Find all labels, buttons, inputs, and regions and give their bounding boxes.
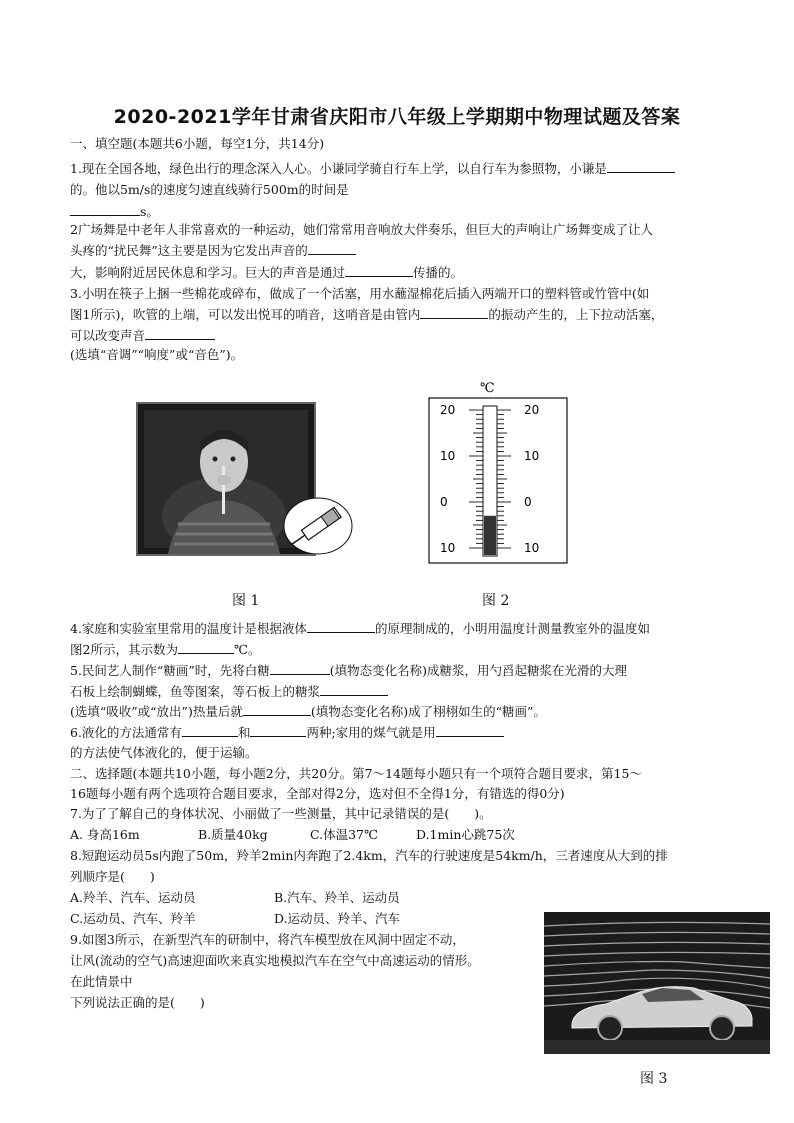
q7-option-c[interactable]: C.体温37℃ bbox=[310, 827, 378, 842]
answer-blank[interactable] bbox=[243, 703, 311, 716]
q1-line2: 的。他以5m/s的速度匀速直线骑行500m的时间是 bbox=[70, 182, 349, 197]
page-title: 2020-2021学年甘肃省庆阳市八年级上学期期中物理试题及答案 bbox=[113, 106, 681, 128]
thermometer-tick-label-left: 20 bbox=[440, 403, 456, 417]
answer-blank[interactable] bbox=[607, 160, 675, 173]
q8-stem-line1: 8.短跑运动员5s内跑了50m，羚羊2min内奔跑了2.4km，汽车的行驶速度是54km/h，三者速度从大到的排 bbox=[70, 848, 668, 863]
q3-line1: 3.小明在筷子上捆一些棉花或碎布，做成了一个活塞，用水蘸湿棉花后插入两端开口的塑料管或竹管中(如 bbox=[70, 286, 650, 301]
q1-line3: s。 bbox=[70, 203, 159, 220]
thermometer-tick-label-left: 10 bbox=[440, 449, 456, 463]
q8-option-c[interactable]: C.运动员、汽车、羚羊 bbox=[70, 911, 196, 926]
q2-line1: 2广场舞是中老年人非常喜欢的一种运动，她们常常用音响放大伴奏乐，但巨大的声响让广场舞变成了让人 bbox=[70, 222, 653, 237]
answer-blank[interactable] bbox=[70, 203, 140, 216]
thermometer-tick-label-left: 0 bbox=[440, 495, 448, 509]
figure-1-caption: 图 1 bbox=[232, 593, 260, 609]
answer-blank[interactable] bbox=[420, 306, 488, 319]
q7-option-a[interactable]: A. 身高16m bbox=[70, 827, 140, 842]
figure-3-caption: 图 3 bbox=[640, 1071, 668, 1087]
q5-line3: (选填“吸收”或“放出”)热量后就 (填物态变化名称)成了栩栩如生的“糖画”。 bbox=[70, 704, 546, 719]
section2-heading-line2: 16题每小题有两个选项符合题目要求，全部对得2分，选对但不全得1分，有错选的得0分) bbox=[70, 786, 565, 801]
q9-line1: 9.如图3所示，在新型汽车的研制中，将汽车模型放在风洞中固定不动， bbox=[70, 932, 465, 947]
answer-blank[interactable] bbox=[182, 724, 238, 737]
thermometer-tick-label-left: 10 bbox=[440, 541, 456, 555]
q8-stem-line2: 列顺序是( ) bbox=[70, 869, 155, 884]
answer-blank[interactable] bbox=[178, 641, 234, 654]
answer-blank[interactable] bbox=[436, 724, 504, 737]
thermometer-liquid-column bbox=[484, 516, 496, 555]
answer-blank[interactable] bbox=[270, 662, 330, 675]
thermometer-tick-label-right: 10 bbox=[524, 541, 540, 555]
q5-line1: 5.民间艺人制作“糖画”时，先将白糖 (填物态变化名称)成糖浆，用勺舀起糖浆在光滑的大理 bbox=[70, 663, 627, 678]
thermometer-diagram bbox=[428, 378, 568, 564]
answer-blank[interactable] bbox=[307, 620, 375, 633]
q8-option-d[interactable]: D.运动员、羚羊、汽车 bbox=[274, 911, 401, 926]
figure-1-inset-tube bbox=[282, 496, 354, 556]
section2-heading-line1: 二、选择题(本题共10小题，每小题2分，共20分。第7～14题每小题只有一个项符合题目要求，第15～ bbox=[70, 766, 642, 781]
q9-line4: 下列说法正确的是( ) bbox=[70, 995, 205, 1010]
figure-2-thermometer bbox=[428, 378, 568, 564]
figure-2-caption: 图 2 bbox=[482, 593, 510, 609]
tube-piston-icon bbox=[282, 496, 354, 556]
answer-blank[interactable] bbox=[320, 683, 388, 696]
q9-line3: 在此情景中 bbox=[70, 974, 133, 989]
q2-line2: 头疼的“扰民舞”这主要是因为它发出声音的 bbox=[70, 242, 356, 259]
q1-line1: 1.现在全国各地，绿色出行的理念深入人心。小谦同学骑自行车上学，以自行车为参照物，小谦是 bbox=[70, 160, 675, 177]
q7-stem: 7.为了了解自己的身体状况、小丽做了一些测量，其中记录错误的是( )。 bbox=[70, 806, 492, 821]
q4-line2: 图2所示，其示数为 ℃。 bbox=[70, 642, 261, 657]
q2-line3: 大，影响附近居民休息和学习。巨大的声音是通过 传播的。 bbox=[70, 265, 464, 280]
q3-line2: 图1所示)，吹管的上端，可以发出悦耳的哨音，这哨音是由管内 的振动产生的，上下拉动活塞， bbox=[70, 307, 664, 322]
q6-line1: 6.液化的方法通常有 和 两种;家用的煤气就是用 bbox=[70, 724, 504, 741]
thermometer-tick-label-right: 10 bbox=[524, 449, 540, 463]
answer-blank[interactable] bbox=[308, 242, 356, 255]
answer-blank[interactable] bbox=[145, 327, 215, 340]
answer-blank[interactable] bbox=[250, 724, 306, 737]
q3-line4: (选填“音调”“响度”或“音色”)。 bbox=[70, 347, 244, 362]
thermometer-tick-label-right: 20 bbox=[524, 403, 540, 417]
q5-line2: 石板上绘制蝴蝶，鱼等图案，等石板上的糖浆 bbox=[70, 683, 388, 700]
answer-blank[interactable] bbox=[345, 264, 413, 277]
q8-option-b[interactable]: B.汽车、羚羊、运动员 bbox=[274, 890, 400, 905]
section1-heading: 一、填空题(本题共6小题，每空1分，共14分) bbox=[70, 136, 325, 151]
thermometer-tick-label-right: 0 bbox=[524, 495, 532, 509]
q7-option-b[interactable]: B.质量40kg bbox=[198, 827, 268, 842]
wind-tunnel-car-image bbox=[544, 912, 770, 1054]
q3-line3: 可以改变声音 bbox=[70, 327, 215, 344]
thermometer-unit: ℃ bbox=[480, 381, 495, 396]
q9-line2: 让风(流动的空气)高速迎面吹来真实地模拟汽车在空气中高速运动的情形。 bbox=[70, 953, 480, 968]
q7-option-d[interactable]: D.1min心跳75次 bbox=[416, 827, 515, 842]
q8-option-a[interactable]: A.羚羊、汽车、运动员 bbox=[70, 890, 196, 905]
q6-line2: 的方法使气体液化的，便于运输。 bbox=[70, 745, 258, 760]
figure-3-wind-tunnel bbox=[544, 912, 770, 1054]
q4-line1: 4.家庭和实验室里常用的温度计是根据液体 的原理制成的，小明用温度计测量教室外的温度如 bbox=[70, 621, 650, 636]
